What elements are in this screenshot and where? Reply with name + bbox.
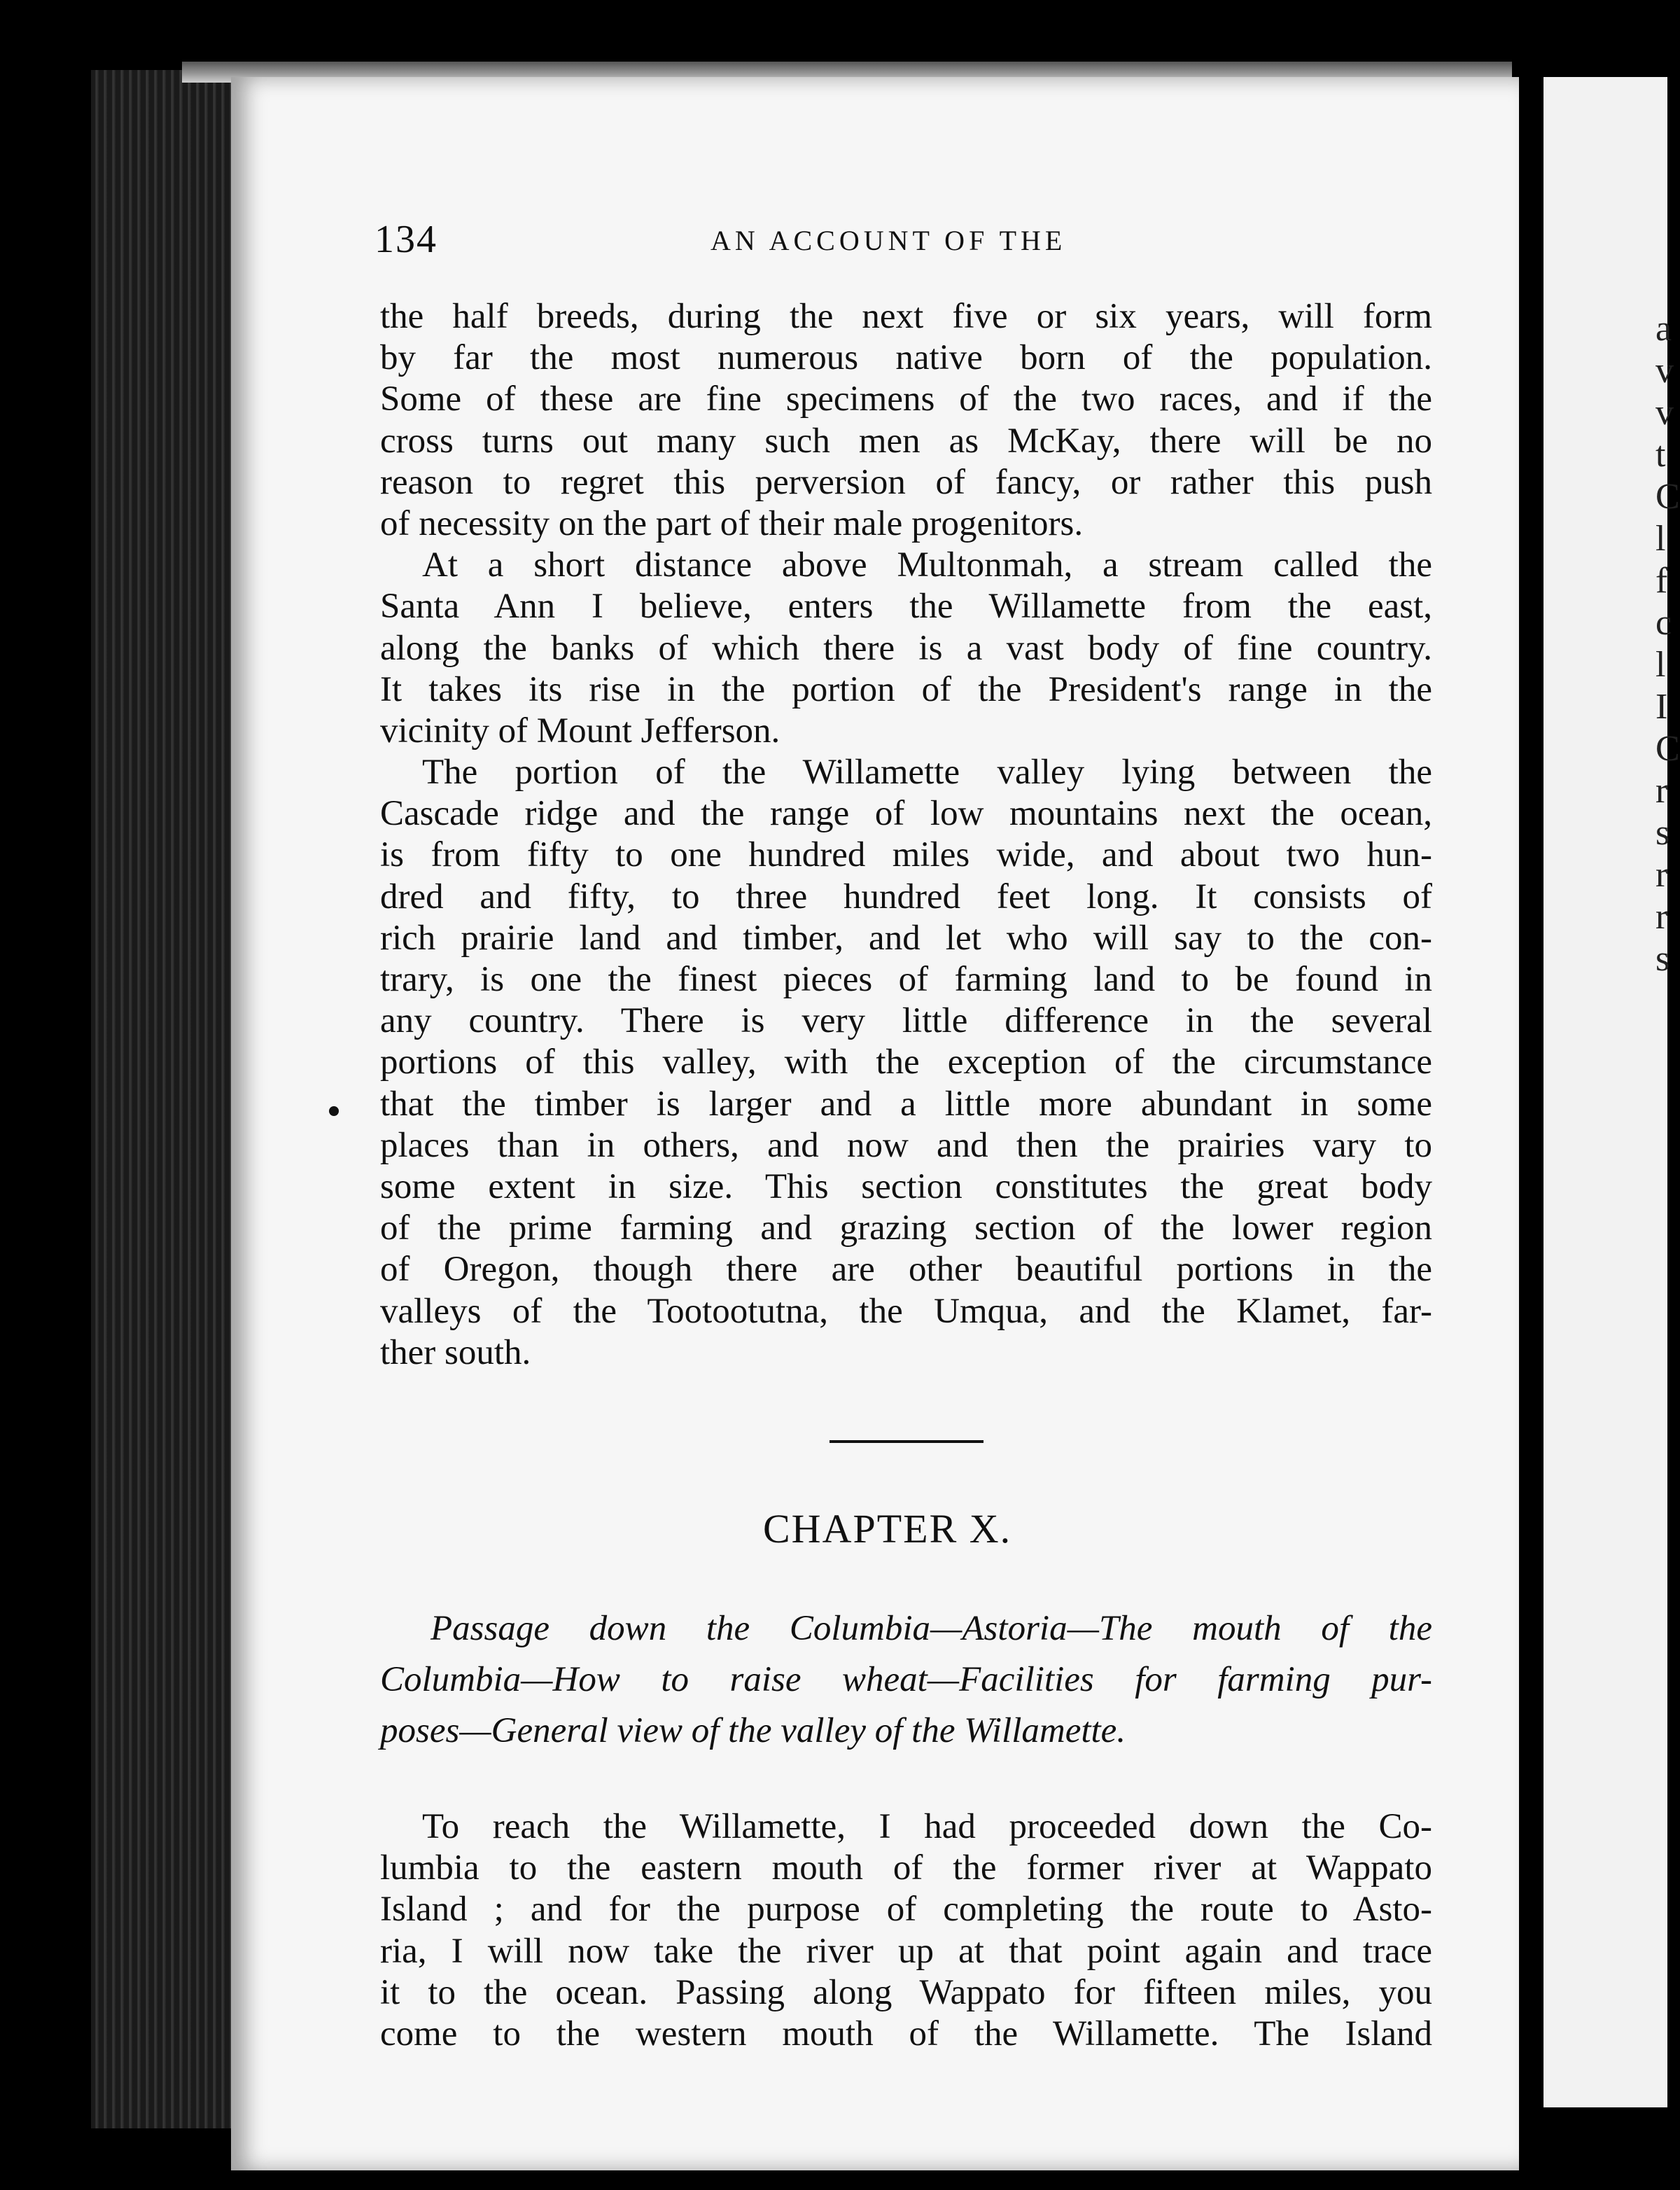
text-line: is from fifty to one hundred miles wide, and about two hun- — [380, 835, 1432, 875]
facing-page-letter: r — [1656, 771, 1668, 811]
facing-page-letter: r — [1656, 855, 1668, 895]
facing-page-letter: v — [1656, 393, 1674, 433]
summary-line: poses—General view of the valley of the Willamette. — [380, 1711, 1126, 1750]
chapter-summary — [380, 1603, 1432, 1757]
text-line: that the timber is larger and a little more abundant in some — [380, 1084, 1432, 1124]
text-line: lumbia to the eastern mouth of the former river at Wappato — [380, 1848, 1432, 1888]
running-head: AN ACCOUNT OF THE — [710, 225, 1067, 256]
facing-page-letter: r — [1656, 897, 1668, 937]
text-line: come to the western mouth of the Willamette. The Island — [380, 2014, 1432, 2053]
text-line: Santa Ann I believe, enters the Willamette from the east, — [380, 587, 1432, 627]
text-line: the half breeds, during the next five or six years, will form — [380, 297, 1432, 336]
facing-page-letter: c — [1656, 603, 1672, 643]
facing-page-letter: f — [1656, 561, 1668, 601]
text-line: valleys of the Tootootutna, the Umqua, and the Klamet, far- — [380, 1291, 1432, 1331]
text-line: Island ; and for the purpose of completing the route to Asto- — [380, 1890, 1432, 1930]
facing-page-letter: C — [1656, 729, 1680, 769]
text-line: Some of these are fine specimens of the two races, and if the — [380, 379, 1432, 419]
facing-page-edge — [1544, 77, 1680, 2107]
text-line: any country. There is very little difference in the several — [380, 1001, 1432, 1041]
text-line: ria, I will now take the river up at that point again and trace — [380, 1931, 1432, 1971]
facing-page-letter: s — [1656, 813, 1670, 853]
text-line: some extent in size. This section constitutes the great body — [380, 1166, 1432, 1206]
text-line: of the prime farming and grazing section of the lower region — [380, 1208, 1432, 1248]
text-line: To reach the Willamette, I had proceeded down the Co- — [422, 1807, 1432, 1846]
text-line: of necessity on the part of their male progenitors. — [380, 503, 1084, 543]
text-line: along the banks of which there is a vast body of fine country. — [380, 628, 1432, 668]
text-line: by far the most numerous native born of the population. — [380, 338, 1432, 378]
facing-page-letter: l — [1656, 645, 1666, 685]
text-line: portions of this valley, with the exception of the circumstance — [380, 1042, 1432, 1082]
text-line: ther south. — [380, 1332, 531, 1372]
summary-line: Columbia—How to raise wheat—Facilities for farming pur- — [380, 1660, 1432, 1699]
facing-page-letter: t — [1656, 435, 1666, 475]
book-spine-edge — [91, 70, 231, 2128]
text-line: dred and fifty, to three hundred feet long. It consists of — [380, 877, 1432, 916]
facing-page-letter: I — [1656, 687, 1668, 727]
text-line: it to the ocean. Passing along Wappato for fifteen miles, you — [380, 1972, 1432, 2012]
text-line: It takes its rise in the portion of the President's range in the — [380, 669, 1432, 709]
margin-mark — [329, 1106, 339, 1116]
facing-page-letter: s — [1656, 939, 1670, 979]
text-line: of Oregon, though there are other beautiful portions in the — [380, 1250, 1432, 1290]
text-line: places than in others, and now and then the prairies vary to — [380, 1125, 1432, 1165]
facing-page-letter: a — [1656, 309, 1672, 349]
text-line: The portion of the Willamette valley lying between the — [422, 753, 1432, 793]
text-line: vicinity of Mount Jefferson. — [380, 711, 780, 751]
facing-page-letter: C — [1656, 477, 1680, 517]
text-line: cross turns out many such men as McKay, there will be no — [380, 421, 1432, 461]
chapter-body-text — [380, 1806, 1432, 2055]
text-line: At a short distance above Multonmah, a stream called the — [422, 545, 1432, 585]
text-line: reason to regret this perversion of fancy, or rather this push — [380, 462, 1432, 502]
text-line: trary, is one the finest pieces of farming land to be found in — [380, 960, 1432, 999]
summary-line: Passage down the Columbia—Astoria—The mouth of the — [430, 1609, 1432, 1648]
page-number: 134 — [374, 218, 438, 261]
chapter-title: CHAPTER X. — [763, 1506, 1012, 1551]
facing-page-letter: v — [1656, 351, 1674, 391]
text-line: rich prairie land and timber, and let who will say to the con- — [380, 918, 1432, 958]
text-line: Cascade ridge and the range of low mountains next the ocean, — [380, 794, 1432, 834]
body-text — [380, 296, 1432, 1374]
page-header — [374, 217, 1438, 266]
section-divider — [830, 1440, 983, 1443]
facing-page-letter: l — [1656, 519, 1666, 559]
